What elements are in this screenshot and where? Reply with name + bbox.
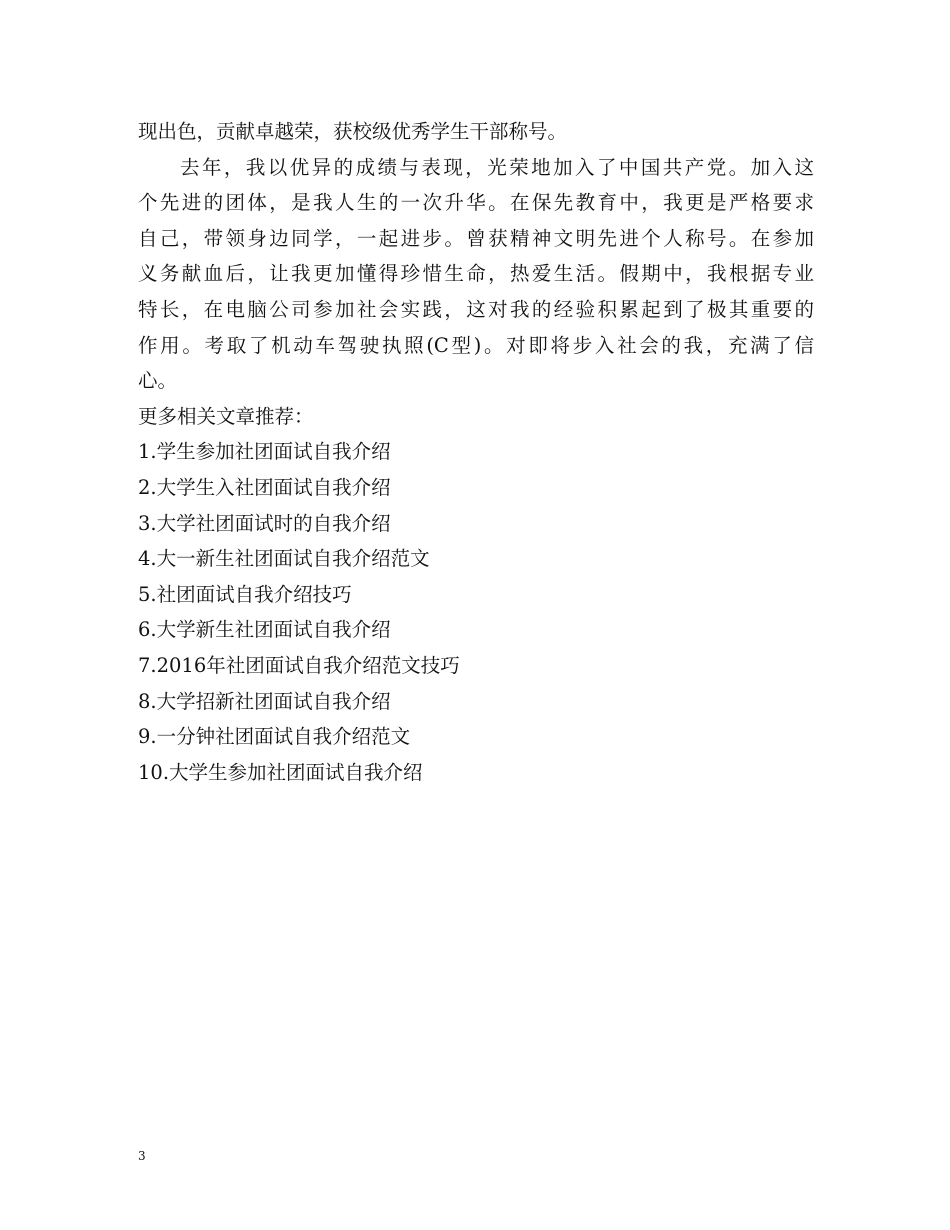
recommend-item[interactable]: 1.学生参加社团面试自我介绍 [138, 440, 391, 464]
recommend-item[interactable]: 9.一分钟社团面试自我介绍范文 [138, 725, 411, 749]
recommend-heading: 更多相关文章推荐： [138, 404, 314, 428]
page-number: 3 [138, 1149, 146, 1163]
body-line: 去年，我以优异的成绩与表现，光荣地加入了中国共产党。加入这 [180, 155, 814, 179]
recommend-item[interactable]: 4.大一新生社团面试自我介绍范文 [138, 547, 430, 571]
recommend-item[interactable]: 7.2016年社团面试自我介绍范文技巧 [138, 653, 460, 677]
body-line: 自己，带领身边同学，一起进步。曾获精神文明先进个人称号。在参加 [138, 226, 814, 250]
recommend-item[interactable]: 2.大学生入社团面试自我介绍 [138, 475, 391, 499]
body-line: 心。 [138, 369, 178, 393]
body-line: 现出色，贡献卓越荣，获校级优秀学生干部称号。 [138, 120, 568, 143]
recommend-item[interactable]: 6.大学新生社团面试自我介绍 [138, 618, 391, 642]
recommend-item[interactable]: 5.社团面试自我介绍技巧 [138, 582, 352, 606]
body-line: 特长，在电脑公司参加社会实践，这对我的经验积累起到了极其重要的 [138, 297, 814, 321]
recommend-item[interactable]: 10.大学生参加社团面试自我介绍 [138, 760, 423, 784]
body-line: 义务献血后，让我更加懂得珍惜生命，热爱生活。假期中，我根据专业 [138, 262, 814, 286]
body-line: 个先进的团体，是我人生的一次升华。在保先教育中，我更是严格要求 [138, 191, 814, 215]
recommend-item[interactable]: 3.大学社团面试时的自我介绍 [138, 511, 391, 535]
document-body [138, 114, 814, 790]
body-line: 作用。考取了机动车驾驶执照(C型)。对即将步入社会的我，充满了信 [138, 333, 814, 357]
recommend-item[interactable]: 8.大学招新社团面试自我介绍 [138, 689, 391, 713]
